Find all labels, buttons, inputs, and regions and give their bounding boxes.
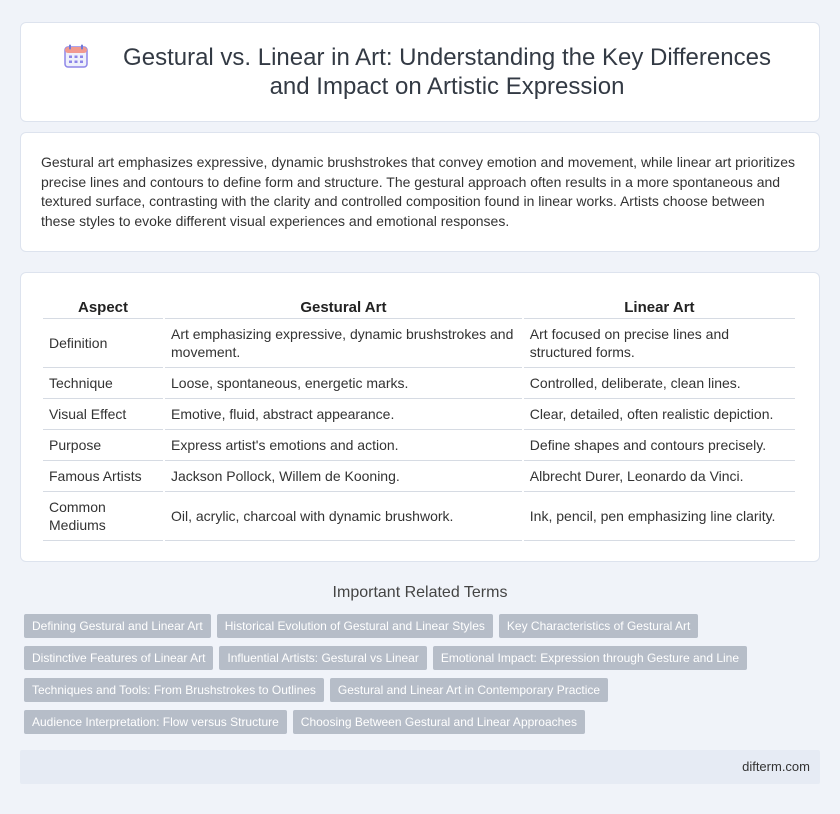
- comparison-table: [41, 293, 797, 541]
- related-term-tag[interactable]: Defining Gestural and Linear Art: [24, 614, 211, 638]
- table-cell: Art focused on precise lines and structured forms.: [524, 319, 795, 368]
- table-cell: Technique: [43, 368, 163, 399]
- table-row: [43, 430, 795, 461]
- footer: [20, 750, 820, 784]
- table-cell: Express artist's emotions and action.: [165, 430, 522, 461]
- related-term-tag[interactable]: Influential Artists: Gestural vs Linear: [219, 646, 426, 670]
- table-cell: Jackson Pollock, Willem de Kooning.: [165, 461, 522, 492]
- header-card: [20, 22, 820, 122]
- table-row: [43, 399, 795, 430]
- calendar-icon: [63, 43, 89, 69]
- table-row: [43, 461, 795, 492]
- site-name[interactable]: difterm.com: [742, 759, 810, 774]
- table-cell: Clear, detailed, often realistic depiction.: [524, 399, 795, 430]
- column-header: Linear Art: [524, 293, 795, 319]
- related-term-tag[interactable]: Audience Interpretation: Flow versus Structure: [24, 710, 287, 734]
- table-cell: Emotive, fluid, abstract appearance.: [165, 399, 522, 430]
- intro-text: Gestural art emphasizes expressive, dynamic brushstrokes that convey emotion and movement, while linear art prioritizes precise lines and contours to define form and structure. The gestural approach often results in a more spontaneous and textured surface, contrasting with the clarity and controlled composition found in linear works. Artists choose between these styles to evoke different visual experiences and emotional responses.: [41, 154, 795, 229]
- comparison-table-card: [20, 272, 820, 562]
- table-cell: Art emphasizing expressive, dynamic brushstrokes and movement.: [165, 319, 522, 368]
- related-term-tag[interactable]: Emotional Impact: Expression through Gesture and Line: [433, 646, 747, 670]
- table-row: [43, 492, 795, 541]
- table-cell: Ink, pencil, pen emphasizing line clarity.: [524, 492, 795, 541]
- table-row: [43, 368, 795, 399]
- table-cell: Common Mediums: [43, 492, 163, 541]
- column-header: Aspect: [43, 293, 163, 319]
- column-header: Gestural Art: [165, 293, 522, 319]
- related-term-tag[interactable]: Key Characteristics of Gestural Art: [499, 614, 698, 638]
- related-terms-heading: Important Related Terms: [332, 584, 508, 601]
- table-cell: Controlled, deliberate, clean lines.: [524, 368, 795, 399]
- table-cell: Albrecht Durer, Leonardo da Vinci.: [524, 461, 795, 492]
- table-row: [43, 319, 795, 368]
- related-term-tag[interactable]: Distinctive Features of Linear Art: [24, 646, 213, 670]
- related-terms-list: [24, 614, 824, 734]
- related-term-tag[interactable]: Historical Evolution of Gestural and Linear Styles: [217, 614, 493, 638]
- related-term-tag[interactable]: Choosing Between Gestural and Linear Approaches: [293, 710, 585, 734]
- table-cell: Define shapes and contours precisely.: [524, 430, 795, 461]
- table-cell: Purpose: [43, 430, 163, 461]
- related-term-tag[interactable]: Techniques and Tools: From Brushstrokes to Outlines: [24, 678, 324, 702]
- page-title: Gestural vs. Linear in Art: Understanding the Key Differences and Impact on Artistic Expression: [123, 44, 771, 100]
- table-cell: Loose, spontaneous, energetic marks.: [165, 368, 522, 399]
- table-cell: Definition: [43, 319, 163, 368]
- related-term-tag[interactable]: Gestural and Linear Art in Contemporary Practice: [330, 678, 608, 702]
- table-cell: Famous Artists: [43, 461, 163, 492]
- intro-card: [20, 132, 820, 252]
- table-cell: Oil, acrylic, charcoal with dynamic brushwork.: [165, 492, 522, 541]
- table-header-row: [43, 293, 795, 319]
- table-cell: Visual Effect: [43, 399, 163, 430]
